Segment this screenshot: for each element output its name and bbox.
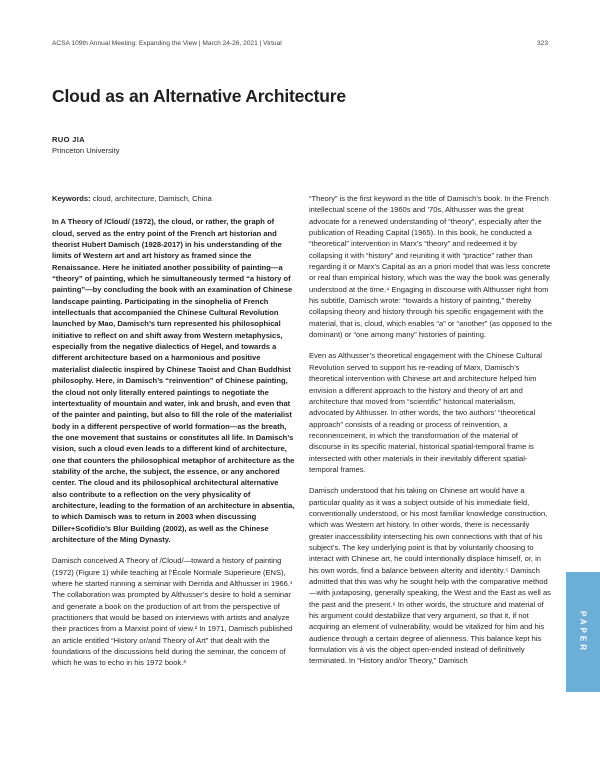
body-paragraph: Damisch understood that his taking on Chinese art would have a particular quality as it was a subject outside of his immediate field, conventionally understood, or his most familiar knowledge construction, which was Western art history. In other words, there is necessarily greater inaccessibility intersecting his own connections with that of his subject’s. The key underlying point is that by voluntarily choosing to interact with Chinese art, he could intentionally displace himself, or, in his own words, find a balance between alterity and identity.⁵ Damisch admitted that this was why he sought help with the comparative method—with juxtaposing, generally speaking, the West and the East as well as the past and the present.⁶ In other words, the structure and material of his argument could destabilize that very argument, so that it, if not acquiring an element of vulnerability, would be vitalized for him and his audience through a certain degree of alienness. This balance kept his formulation vis à vis the object open-ended instead of definitively terminated. In “History and/or Theory,” Damisch [309,486,551,666]
abstract [52,216,295,545]
running-head-text: ACSA 109th Annual Meeting: Expanding the View | March 24-26, 2021 | Virtual [52,40,282,47]
paper-title: Cloud as an Alternative Architecture [52,86,346,106]
abstract-lead: In A Theory of /Cloud/ (1972), [52,217,156,227]
keywords-text: cloud, architecture, Damisch, China [90,194,212,203]
left-column [52,193,295,679]
abstract-text: the cloud, or rather, the graph of cloud, served as the entry point of the French art historian and theorist Hubert Damisch (1928-2017) in his understanding of the limits of Western art and art history as framed since the Renaissance. Here he initiated another possibility of painting—a “theory” of painting, which he simultaneously termed “a history of painting”—by concluding the book with an examination of Chinese landscape painting. Participating in the sinophelia of French intellectuals that accompanied the Chinese Cultural Revolution launched by Mao, Damisch’s turn represented his philosophical initiative to reflect on and shift away from Western metaphysics, especially from the negative dialectics of Hegel, and towards a different architecture based on a harmonious and positive materialist dialectic inspired by Chinese Taoist and Chan Buddhist philosophy. Here, in Damisch’s “reinvention” of Chinese painting, the cloud not only literally entered paintings to negotiate the intertextuality of mountain and water, ink and brush, and even that of the painter and painting, but also to fill the role of the materialist body in a different perspective of world formation—as the breath, the one movement that sustains or constitutes all life. In Damisch’s vision, such a cloud even leads to a different kind of architecture, one that counters the philosophical metaphor of architecture as the stability of the arche, the subject, the essence, or any anchored center. The cloud and its philosophical architectural alternative also contribute to a reflection on the very physicality of architecture, leading to the formation of an architecture in absentia, to which Damisch was to return in 2003 when discussing Diller+Scofidio’s Blur Building (2002), as well as the Chinese architecture of the Ming Dynasty. [52,217,295,544]
right-column [309,193,552,677]
author-name: RUO JIA [52,135,85,144]
page-number: 323 [536,40,548,47]
body-paragraph: “Theory” is the first keyword in the title of Damisch’s book. In the French intellectual scene of the 1960s and ’70s, Althusser was the great advocate for a renewed understanding of “theory”, especially after the publication of Reading Capital (1965). In this book, he conducted a “theoretical” intervention in Marx’s “theory” and redeemed it by collapsing it with “history” and reuniting it with “practice” rather than regarding it or Marx’s Capital as an a priori model that was less concrete or real than empirical history, which was the way the book was generally understood at the time.⁴ Engaging in discourse with Althusser right from his subtitle, Damisch wrote: “towards a history of painting,” thereby collapsing theory and history through his specific engagement with the material, that is, cloud, which enables “a” or “another” (as opposed to the dominant) or “one among many” histories of painting. [309,194,552,340]
running-head [52,40,548,47]
body-paragraph: Damisch conceived A Theory of /Cloud/—toward a history of painting (1972) (Figure 1) while teaching at l’École Normale Superieure (ENS), where he started running a seminar with Derrida and Althusser in 1966.¹ The collaboration was prompted by Althusser’s desire to hold a seminar and generate a book on the production of art from the perspective of practitioners that would be based on interviews with artists and analyze their practices from a Marxist point of view.² In 1971, Damisch published an article entitled “History or/and Theory of Art” that dealt with the foundations of the discussions held during the seminar, the concern of which he was to echo in his 1972 book.³ [52,556,293,668]
body-paragraph: Even as Althusser’s theoretical engagement with the Chinese Cultural Revolution served to support his re-reading of Marx, Damisch’s theoretical intervention with Chinese art and architecture helped him envision a different approach to the history and theory of art and architecture that moved from “scientific” historical materialism, advocated by Althusser. In other words, the two authors’ “theoretical approach” consists of a reading or process of reinvention, a reconnencement, in which the transformation of the material of discourse in its specific material, historical spatial-temporal frame is intersected with other materials in their inevitably different spatial-temporal frames. [309,351,542,474]
author-affiliation: Princeton University [52,146,120,155]
keywords [52,193,295,204]
keywords-label: Keywords: [52,194,91,203]
paper-side-tab [566,572,600,692]
side-tab-label: PAPER [578,611,588,653]
